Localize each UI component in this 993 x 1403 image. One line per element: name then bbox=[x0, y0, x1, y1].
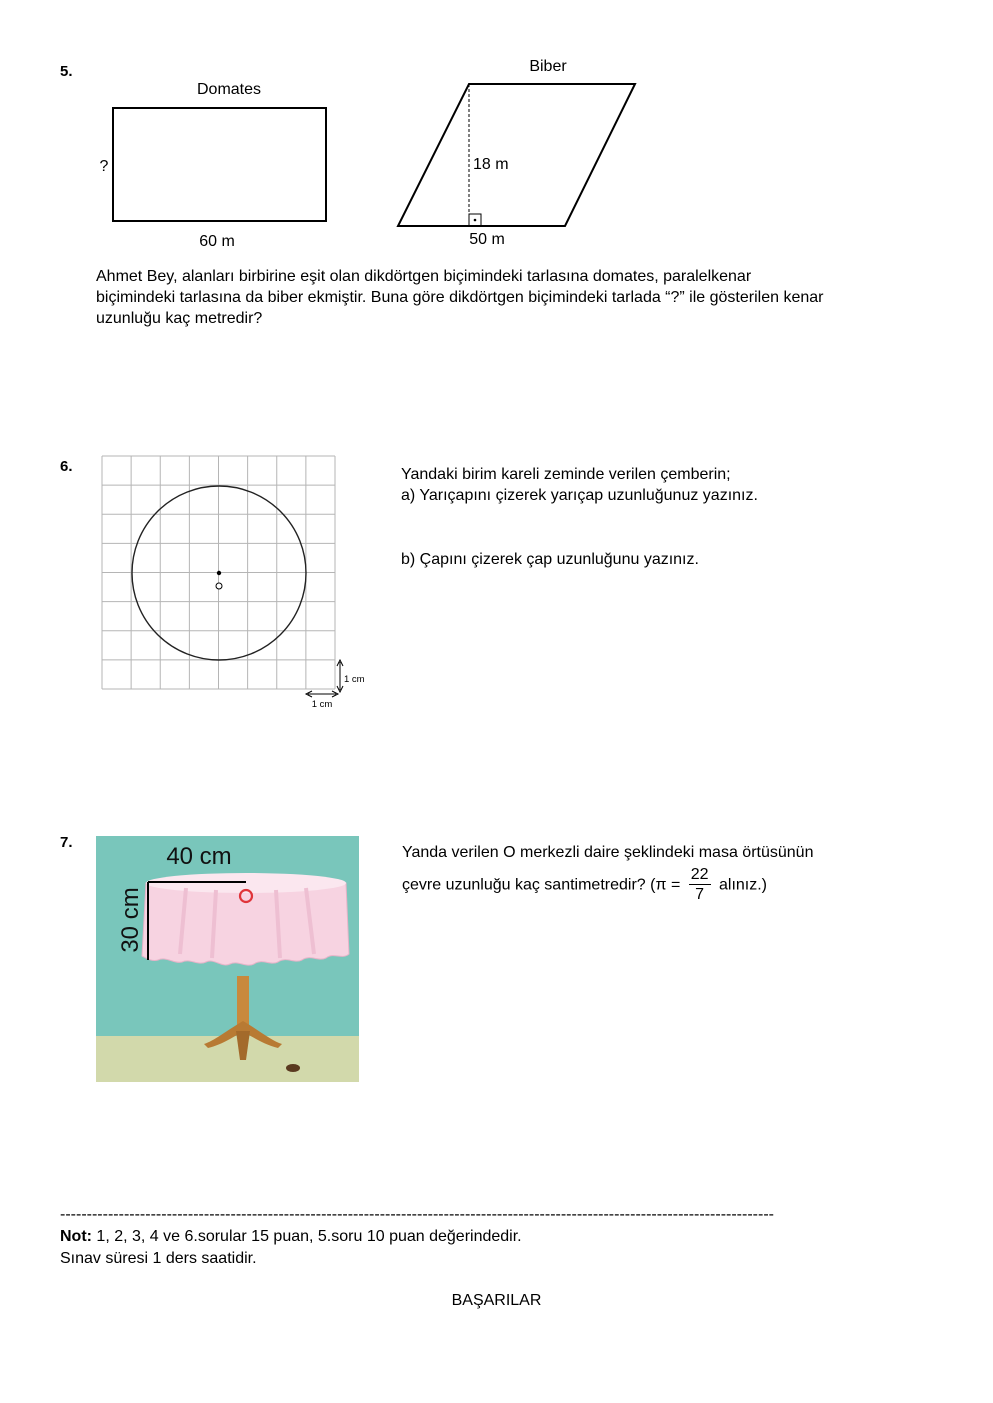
exam-duration: Sınav süresi 1 ders saatidir. bbox=[60, 1250, 257, 1267]
pi-denominator: 7 bbox=[695, 886, 705, 903]
question-5-number: 5. bbox=[60, 63, 73, 80]
vertical-unit-label: 1 cm bbox=[344, 674, 365, 685]
note-text: 1, 2, 3, 4 ve 6.sorular 15 puan, 5.soru 10 puan değerindedir. bbox=[91, 1228, 522, 1245]
question-6-number: 6. bbox=[60, 458, 73, 475]
parallelogram-base-label: 50 m bbox=[469, 231, 505, 248]
rectangle-label: Domates bbox=[196, 81, 262, 98]
question-5-text: Ahmet Bey, alanları birbirine eşit olan dikdörtgen biçimindeki tarlasına domates, paralelkenar biçimindeki tarlasına da biber ekmiştir. Buna göre dikdörtgen biçimindeki tarlada “?” ile gösterilen kenar uzunluğu kaç metredir? bbox=[96, 268, 824, 327]
height-label: 30 cm bbox=[117, 887, 144, 953]
horizontal-unit-label: 1 cm bbox=[311, 699, 333, 710]
separator-line: -------------------------------------------------------------------------------------------------------------------------------------- bbox=[60, 1206, 774, 1223]
question-7-text-line1: Yanda verilen O merkezli daire şeklindeki masa örtüsünün bbox=[402, 844, 814, 861]
parallelogram-field bbox=[398, 84, 635, 226]
note bbox=[60, 1226, 930, 1247]
circle-center-marker bbox=[216, 583, 222, 589]
question-7-text-line2: çevre uzunluğu kaç santimetredir? (π = $\frac{22}{7}$ alınız.) bbox=[402, 866, 767, 903]
question-6-part-b: b) Çapını çizerek çap uzunluğunu yazınız. bbox=[401, 551, 699, 568]
rectangle-unknown-side: ? bbox=[99, 158, 109, 175]
question-5-figure bbox=[90, 55, 660, 255]
tablecloth-illustration bbox=[96, 836, 359, 1082]
closing-text: BAŞARILAR bbox=[451, 1292, 542, 1309]
floor bbox=[96, 1036, 359, 1082]
rectangle-base-label: 60 m bbox=[199, 233, 235, 250]
radius-label: 40 cm bbox=[166, 843, 232, 870]
question-6-text bbox=[401, 464, 961, 506]
note-label: Not: bbox=[60, 1228, 92, 1245]
parallelogram-height-label: 18 m bbox=[473, 156, 509, 173]
question-6-intro: Yandaki birim kareli zeminde verilen çemberin; bbox=[401, 466, 731, 483]
pi-fraction bbox=[689, 866, 711, 905]
rectangle-field bbox=[113, 108, 326, 221]
question-7-number: 7. bbox=[60, 834, 73, 851]
circle-center-point bbox=[217, 571, 221, 575]
question-6-figure bbox=[98, 452, 378, 714]
pi-numerator: 22 bbox=[690, 866, 709, 883]
parallelogram-label: Biber bbox=[529, 58, 567, 75]
question-6-part-a: a) Yarıçapını çizerek yarıçap uzunluğunuz yazınız. bbox=[401, 487, 758, 504]
